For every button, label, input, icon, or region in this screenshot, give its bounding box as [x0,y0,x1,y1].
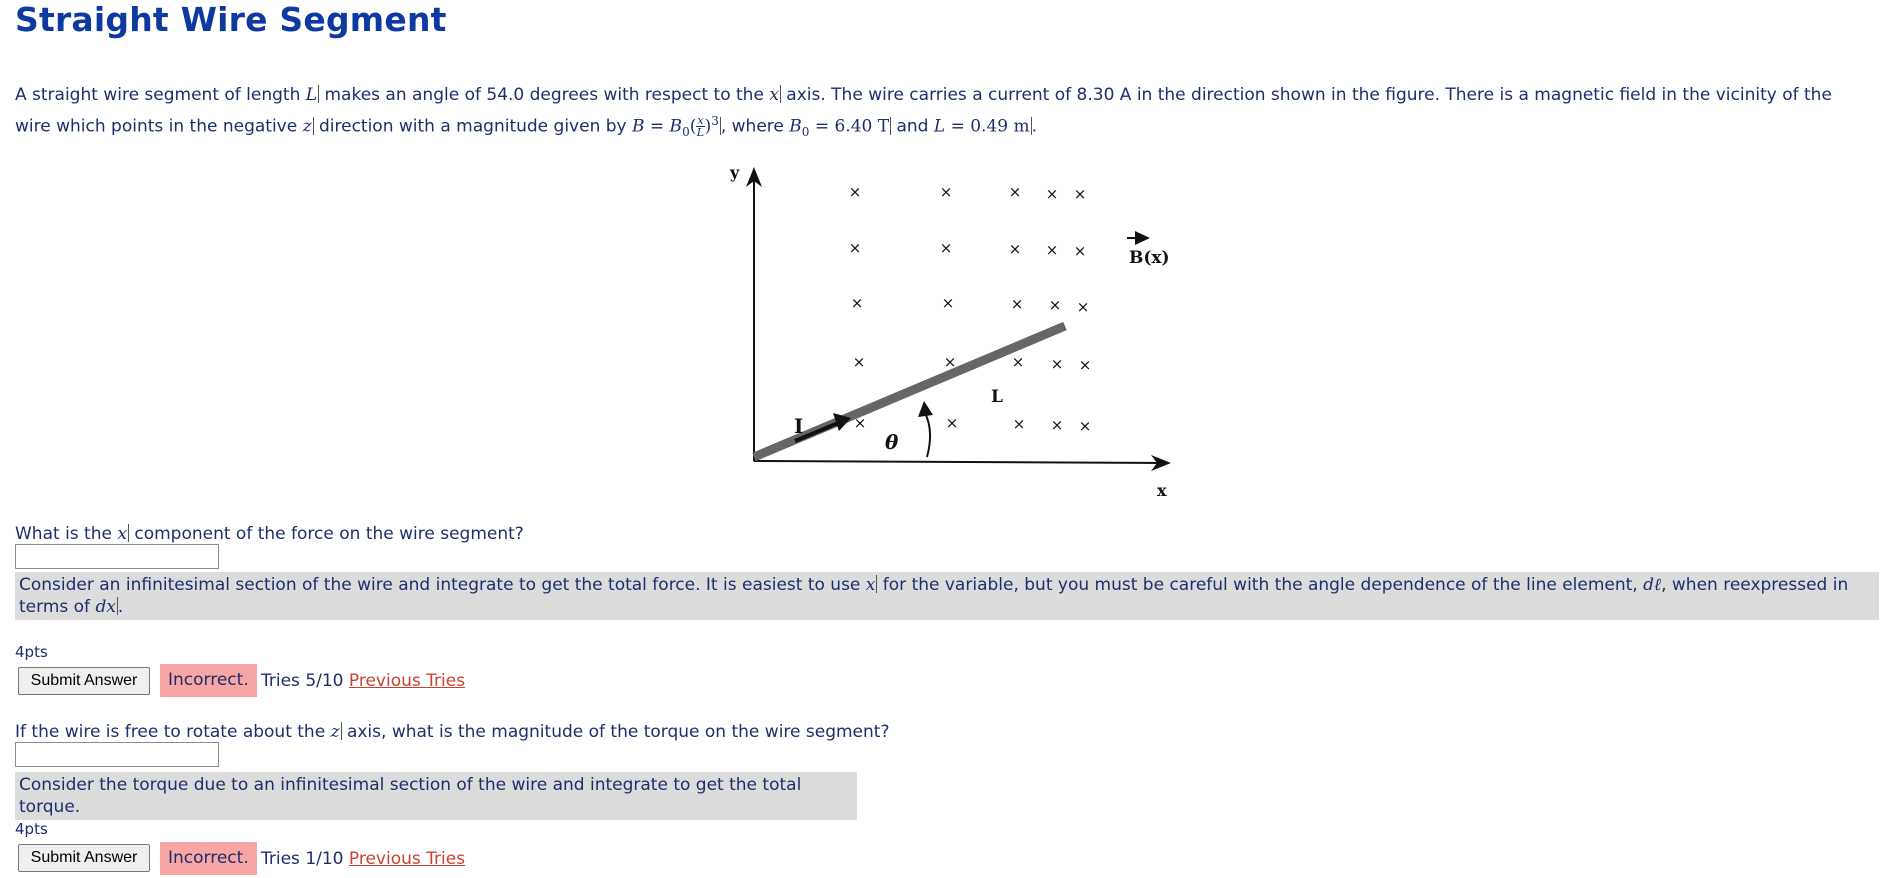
y-axis-label: y [730,163,740,182]
x-axis [754,461,1165,463]
field-cross: × [945,414,959,432]
length-label: L [991,387,1003,407]
field-cross: × [1050,416,1064,434]
field-cross: × [1008,183,1022,201]
question-text: axis, what is the magnitude of the torque on the wire segment? [341,722,890,742]
question-1-previous-tries-link[interactable]: Previous Tries [348,671,466,691]
question-2-tries [261,849,465,869]
math-var-z: z [330,722,340,742]
equation-subscript: 0 [682,125,690,140]
field-cross: × [1010,295,1024,313]
math-var-L: L [305,85,318,105]
hint-text: Consider an infinitesimal section of the wire and integrate to get the total force. It is easiest to use [19,575,866,595]
angle-arc-arrowhead [918,401,933,417]
problem-text: makes an angle of 54.0 degrees with respect to the [319,85,770,105]
field-vector-arrowhead [1135,231,1150,245]
math-var-x: x [865,575,876,595]
field-cross: × [1073,185,1087,203]
wire-diagram [705,155,1195,515]
field-label: B(x) [1129,248,1170,268]
question-2-prompt [15,722,889,742]
field-cross: × [852,353,866,371]
question-2-submit-button[interactable]: Submit Answer [18,844,150,872]
problem-text: A straight wire segment of length [15,85,306,105]
equation-l: L [933,116,946,137]
question-1-hint [15,572,1879,620]
question-1-status-badge: Incorrect. [160,664,257,697]
question-2-points: 4pts [15,820,48,838]
question-1-answer-input[interactable] [15,544,219,569]
math-var-x: x [117,524,127,544]
question-2-status-badge: Incorrect. [160,842,257,875]
angle-arc [925,413,930,457]
field-cross: × [1012,415,1026,433]
equation-paren-open: ( [689,116,697,137]
field-cross: × [1050,355,1064,373]
fraction-denominator: L [696,126,705,140]
question-text: If the wire is free to rotate about the [15,722,331,742]
field-cross: × [1045,241,1059,259]
equation-l-value: = 0.49 m [945,116,1030,137]
question-2-answer-input[interactable] [15,742,219,767]
equation-b0-value: = 6.40 T [809,116,890,137]
field-cross: × [848,239,862,257]
problem-text: and [891,116,934,137]
fraction-numerator: x [697,114,704,128]
field-cross: × [1008,240,1022,258]
field-cross: × [1048,296,1062,314]
problem-text: axis. The wire carries a current of 8.30 A in the direction shown in the figure. There is a magnetic field in the vicinity of the wire which points in the negative [15,85,1832,137]
angle-label: θ [885,430,899,454]
question-1-prompt [15,524,524,544]
math-var-z: z [302,116,312,137]
field-cross: × [939,239,953,257]
field-cross: × [943,353,957,371]
equation-paren-close: ) [704,116,712,137]
field-cross: × [1011,353,1025,371]
tries-count: Tries 5/10 [261,671,344,691]
field-cross: × [941,294,955,312]
equation-power: 3 [711,114,719,128]
hint-text: for the variable, but you must be careful with the angle dependence of the line element, [877,575,1644,595]
question-2-previous-tries-link[interactable]: Previous Tries [348,849,466,869]
field-cross: × [1076,298,1090,316]
question-2-hint: Consider the torque due to an infinitesimal section of the wire and integrate to get the total torque. [15,772,857,820]
problem-text: . [1031,116,1038,137]
current-label: I [794,414,804,438]
field-cross: × [1078,356,1092,374]
question-1-submit-button[interactable]: Submit Answer [18,667,150,695]
equation-b0: B [789,116,802,137]
problem-text: direction with a magnitude given by [313,116,633,137]
field-cross: × [850,294,864,312]
hint-text: , when reexpressed in terms of [19,575,1849,617]
question-text: What is the [15,524,118,544]
field-cross: × [1073,242,1087,260]
question-1-tries [261,671,465,691]
problem-text: , where [720,116,790,137]
hint-text: . [117,597,124,617]
field-cross: × [848,183,862,201]
question-text: component of the force on the wire segment? [128,524,524,544]
math-var-dx: dx [95,597,116,617]
problem-statement [15,82,1870,145]
equation-fraction [696,115,704,138]
field-cross: × [939,183,953,201]
math-var-x: x [769,85,779,105]
field-cross: × [1078,417,1092,435]
equation-b-lhs: B = B [632,116,683,137]
page-title: Straight Wire Segment [15,0,447,39]
equation-subscript: 0 [801,125,810,140]
question-1-points: 4pts [15,643,48,661]
field-cross: × [1045,185,1059,203]
math-var-dl: dℓ [1643,575,1662,595]
field-cross: × [853,414,867,432]
x-axis-label: x [1157,481,1167,500]
tries-count: Tries 1/10 [261,849,344,869]
